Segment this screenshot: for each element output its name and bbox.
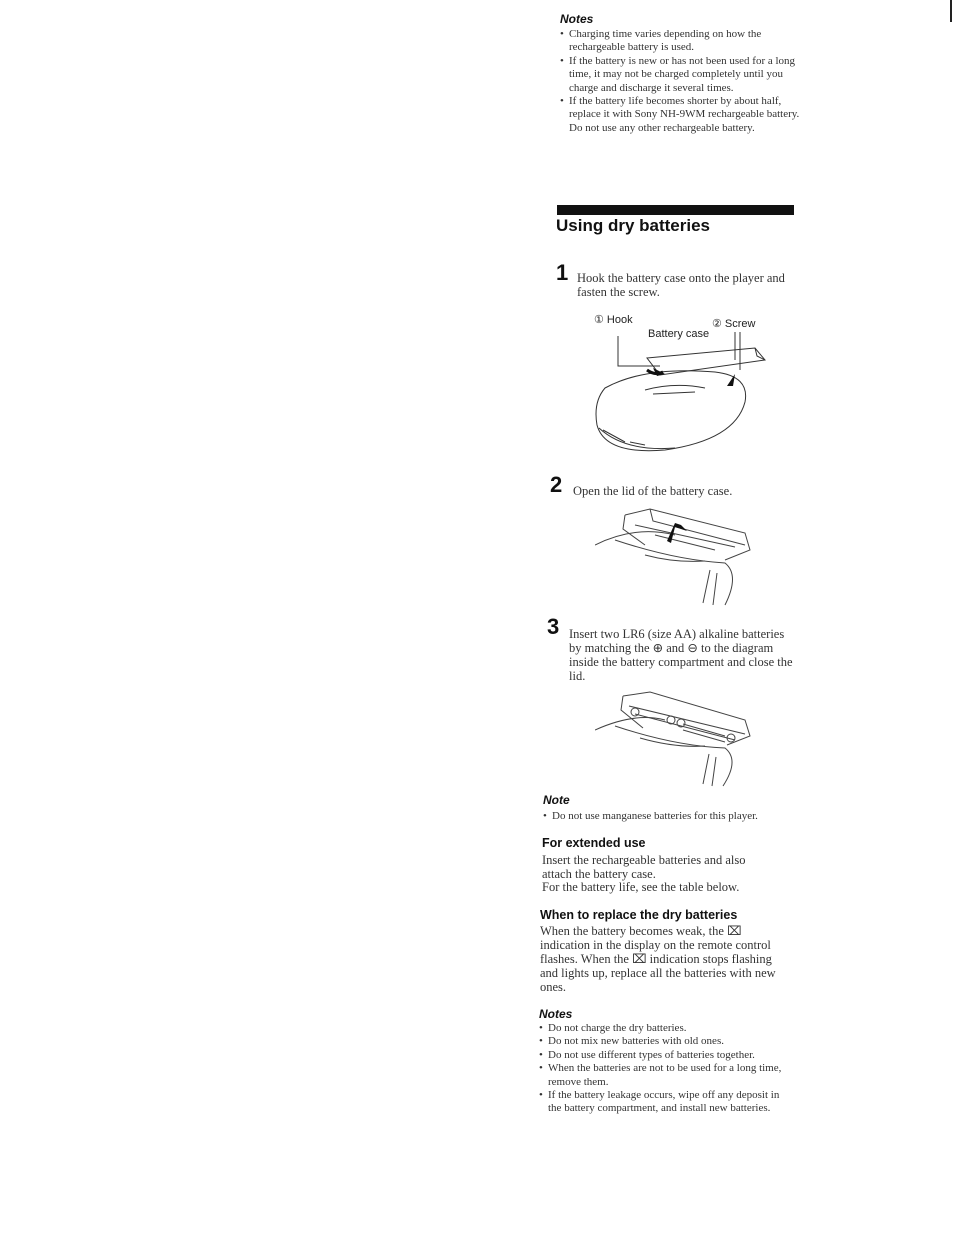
extended-use-heading: For extended use bbox=[542, 836, 646, 850]
section-bar bbox=[557, 205, 794, 215]
list-item: • Charging time varies depending on how the rechargeable battery is used. bbox=[560, 28, 800, 55]
replace-heading: When to replace the dry batteries bbox=[540, 908, 738, 922]
top-notes-list bbox=[560, 28, 800, 135]
step-2-text: Open the lid of the battery case. bbox=[573, 484, 733, 498]
step-3-number: 3 bbox=[547, 614, 560, 639]
list-item: • When the batteries are not to be used for a long time, remove them. bbox=[539, 1062, 784, 1089]
step-1-number: 1 bbox=[556, 260, 569, 285]
battery-case-label: Battery case bbox=[648, 328, 710, 340]
hook-label: ① Hook bbox=[594, 314, 633, 326]
insert-batteries-illustration bbox=[595, 690, 760, 790]
replace-text: When the battery becomes weak, the ⌧ indication in the display on the remote control flashes. When the ⌧ indication stops flashing and lights up, replace all the batteries with new ones. bbox=[540, 924, 776, 994]
list-item: • Do not charge the dry batteries. bbox=[539, 1022, 784, 1035]
step-3-text: Insert two LR6 (size AA) alkaline batteries by matching the ⊕ and ⊖ to the diagram inside the battery compartment and close the lid. bbox=[569, 627, 793, 683]
scan-edge-mark bbox=[950, 0, 952, 22]
bottom-notes-heading: Notes bbox=[539, 1007, 573, 1021]
list-item: • If the battery leakage occurs, wipe off any deposit in the battery compartment, and install new batteries. bbox=[539, 1089, 784, 1116]
screw-label: ② Screw bbox=[712, 318, 756, 330]
list-item: • If the battery is new or has not been used for a long time, it may not be charged completely until you charge and discharge it several times. bbox=[560, 55, 800, 95]
note-heading: Note bbox=[543, 793, 570, 807]
bottom-notes-list bbox=[539, 1022, 784, 1116]
list-item: • Do not use manganese batteries for this player. bbox=[543, 810, 803, 823]
note-list bbox=[543, 810, 803, 823]
battery-case-attach-illustration bbox=[585, 330, 775, 460]
list-item: • Do not use different types of batteries together. bbox=[539, 1049, 784, 1062]
step-2-number: 2 bbox=[550, 472, 563, 497]
top-notes-heading: Notes bbox=[560, 12, 594, 26]
list-item: • Do not mix new batteries with old ones. bbox=[539, 1035, 784, 1048]
extended-use-text-2: For the battery life, see the table below. bbox=[542, 880, 740, 894]
section-title: Using dry batteries bbox=[556, 216, 710, 235]
extended-use-text-1: Insert the rechargeable batteries and also attach the battery case. bbox=[542, 853, 746, 881]
open-lid-illustration bbox=[595, 505, 760, 610]
step-1-text: Hook the battery case onto the player and fasten the screw. bbox=[577, 271, 785, 299]
list-item: • If the battery life becomes shorter by about half, replace it with Sony NH-9WM rechargeable battery. Do not use any other rechargeable battery. bbox=[560, 95, 800, 135]
